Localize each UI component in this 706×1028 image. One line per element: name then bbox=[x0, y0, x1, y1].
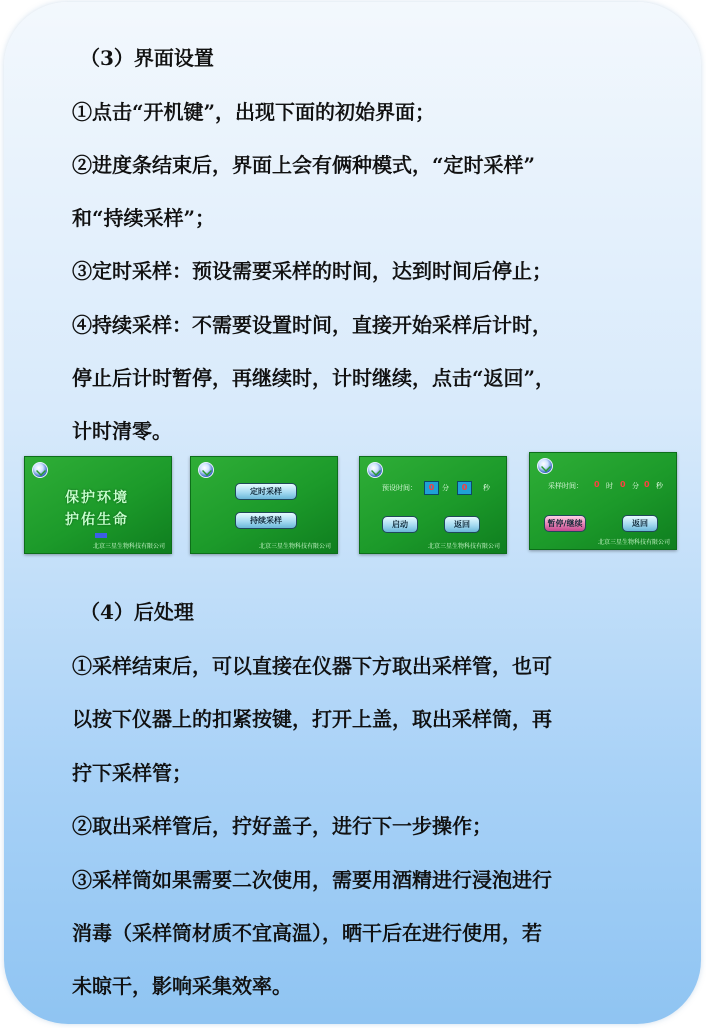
progress-bar bbox=[95, 533, 107, 538]
section4-line: ②取出采样管后，拧好盖子，进行下一步操作； bbox=[72, 814, 492, 838]
section3-line: ①点击“开机键”，出现下面的初始界面； bbox=[72, 100, 436, 124]
minutes-value: 0 bbox=[620, 480, 626, 489]
slogan-line2: 护佑生命 bbox=[65, 512, 129, 528]
hours-value: 0 bbox=[594, 480, 600, 489]
timed-sampling-button[interactable]: 定时采样 bbox=[235, 483, 297, 500]
seconds-value: 0 bbox=[644, 480, 650, 489]
section4-line: ③采样筒如果需要二次使用，需要用酒精进行浸泡进行 bbox=[72, 868, 552, 892]
logo-icon bbox=[198, 462, 214, 478]
section4-line: 拧下采样管； bbox=[72, 761, 192, 785]
screen-mode-select bbox=[190, 456, 338, 554]
back-button[interactable]: 返回 bbox=[444, 516, 480, 533]
company-name: 北京三星生物科技有限公司 bbox=[427, 543, 500, 550]
section3-line: ④持续采样：不需要设置时间，直接开始采样后计时， bbox=[72, 313, 552, 337]
section3-line: ③定时采样：预设需要采样的时间，达到时间后停止； bbox=[72, 259, 552, 283]
company-name: 北京三星生物科技有限公司 bbox=[597, 539, 670, 546]
screen-timed-sampling bbox=[359, 456, 507, 554]
back-button[interactable]: 返回 bbox=[622, 515, 658, 532]
minutes-unit: 分 bbox=[632, 482, 639, 490]
minutes-field[interactable]: 0 bbox=[424, 481, 439, 495]
minutes-unit: 分 bbox=[442, 484, 449, 492]
sampling-time-label: 采样时间： bbox=[548, 482, 583, 490]
pause-continue-button[interactable]: 暂停/继续 bbox=[544, 515, 586, 532]
section4-line: 以按下仪器上的扣紧按键，打开上盖，取出采样筒，再 bbox=[72, 707, 552, 731]
company-name: 北京三星生物科技有限公司 bbox=[92, 543, 165, 550]
company-name: 北京三星生物科技有限公司 bbox=[258, 543, 331, 550]
section3-line: 停止后计时暂停，再继续时，计时继续，点击“返回”， bbox=[72, 366, 556, 390]
start-button[interactable]: 启动 bbox=[382, 516, 418, 533]
section3-line: 计时清零。 bbox=[72, 419, 172, 443]
continuous-sampling-button[interactable]: 持续采样 bbox=[235, 512, 297, 529]
slogan-line1: 保护环境 bbox=[65, 490, 129, 506]
hours-unit: 时 bbox=[606, 482, 613, 490]
section4-line: 未晾干，影响采集效率。 bbox=[72, 974, 292, 998]
seconds-unit: 秒 bbox=[656, 482, 663, 490]
section4-line: ①采样结束后，可以直接在仪器下方取出采样管，也可 bbox=[72, 654, 552, 678]
section3-line: 和“持续采样”； bbox=[72, 206, 216, 230]
logo-icon bbox=[537, 458, 553, 474]
preset-time-label: 预设时间： bbox=[382, 484, 417, 492]
seconds-unit: 秒 bbox=[483, 484, 490, 492]
section3-heading: （3）界面设置 bbox=[80, 46, 214, 70]
section3-line: ②进度条结束后，界面上会有俩种模式，“定时采样” bbox=[72, 153, 536, 177]
section4-heading: （4）后处理 bbox=[80, 600, 194, 624]
logo-icon bbox=[32, 462, 48, 478]
screen-continuous-sampling bbox=[529, 452, 677, 550]
logo-icon bbox=[367, 462, 383, 478]
seconds-field[interactable]: 0 bbox=[457, 481, 472, 495]
screen-splash bbox=[24, 456, 172, 554]
section4-line: 消毒（采样筒材质不宜高温），晒干后在进行使用，若 bbox=[72, 921, 542, 945]
